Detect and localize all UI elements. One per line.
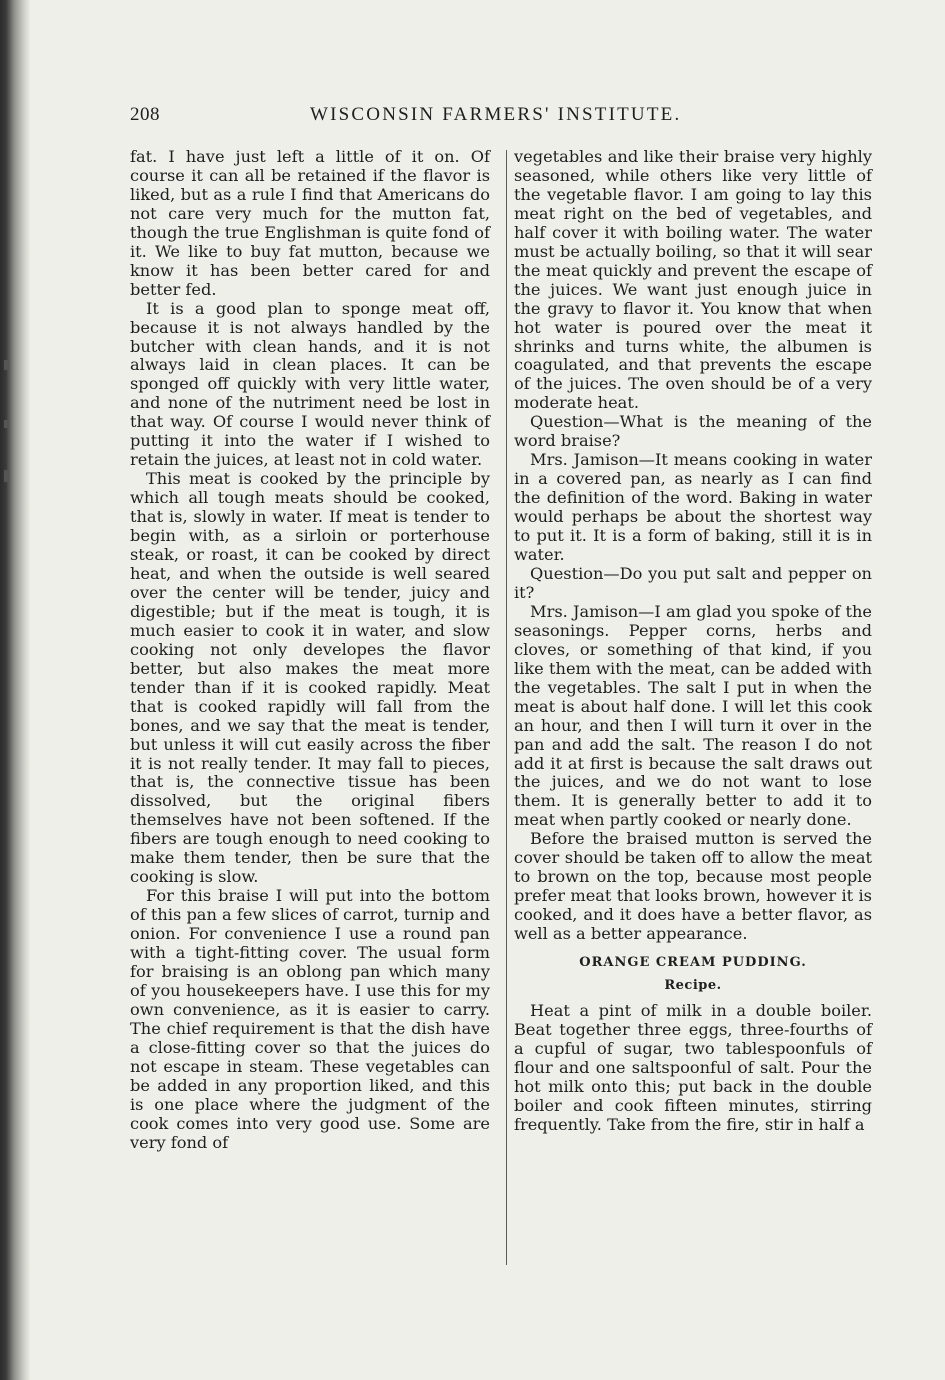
column-divider: [506, 150, 507, 1265]
recipe-subtitle: Recipe.: [664, 977, 722, 993]
running-title: WISCONSIN FARMERS' INSTITUTE.: [310, 104, 682, 125]
right-column: [514, 148, 872, 1135]
paragraph: For this braise I will put into the bottom of this pan a few slices of carrot, turnip and onion. For convenience I use a round pan with a tight-fitting cover. The usual form for braising is an oblong pan which many of you housekeepers have. I use this for my own convenience, as it is easier to carry. The chief requirement is that the dish have a close-fitting cover so that the juices do not escape in steam. These vegetables can be added in any proportion liked, and this is one place where the judgment of the cook comes into very good use. Some are very fond of: [130, 886, 490, 1152]
left-column: [130, 148, 490, 1153]
recipe-text: Heat a pint of milk in a double boiler. Beat together three eggs, three-fourths of a cupful of sugar, two tablespoonfuls of flour and one saltspoonful of salt. Pour the hot milk onto this; put back in the double boiler and cook fifteen minutes, stirring frequently. Take from the fire, stir in half a: [514, 1000, 872, 1134]
paragraph: This meat is cooked by the principle by which all tough meats should be cooked, that is, slowly in water. If meat is tender to begin with, as a sirloin or porterhouse steak, or roast, it can be cooked by direct heat, and when the outside is well seared over the center will be tender, juicy and digestible; but if the meat is tough, it is much easier to cook it in water, and slow cooking not only developes the flavor better, but also makes the meat more tender than if it is cooked rapidly. Meat that is cooked rapidly will fall from the bones, and we say that the meat is tender, but unless it will cut easily across the fiber it is not really tender. It may fall to pieces, that is, the connective tissue has been dissolved, but the original fibers themselves have not been softened. If the fibers are tough enough to need cooking to make them tender, then be sure that the cooking is slow.: [130, 469, 490, 887]
paragraph: It is a good plan to sponge meat off, because it is not always handled by the butcher with clean hands, and it is not always laid in clean places. It can be sponged off quickly with very little water, and none of the nutriment need be lost in that way. Of course I would never think of putting it into the water if I wished to retain the juices, at least not in cold water.: [130, 298, 490, 470]
edge-mark: [4, 420, 8, 428]
paragraph: Question—Do you put salt and pepper on it?: [514, 563, 872, 602]
recipe-title: ORANGE CREAM PUDDING.: [579, 955, 807, 971]
paragraph: Mrs. Jamison—I am glad you spoke of the seasonings. Pepper corns, herbs and cloves, or something of that kind, if you like them with the meat, can be added with the vegetables. The salt I put in when the meat is about half done. I will let this cook an hour, and then I will turn it over in the pan and add the salt. The reason I do not add it at first is because the salt draws out the juices, and we do not want to lose them. It is generally better to add it to meat when partly cooked or nearly done.: [514, 601, 872, 830]
page-number: 208: [130, 104, 160, 125]
paragraph: Question—What is the meaning of the word braise?: [514, 412, 872, 451]
book-binding-edge: [0, 0, 30, 1380]
paragraph: Mrs. Jamison—It means cooking in water in a covered pan, as nearly as I can find the definition of the word. Baking in water would perhaps be about the shortest way to put it. It is a form of baking, still it is in water.: [514, 450, 872, 565]
paragraph: Before the braised mutton is served the cover should be taken off to allow the meat to brown on the top, because most people prefer meat that looks brown, however it is cooked, and it does have a better flavor, as well as a better appearance.: [514, 829, 872, 944]
paragraph: vegetables and like their braise very highly seasoned, while others like very little of the vegetable flavor. I am going to lay this meat right on the bed of vegetables, and half cover it with boiling water. The water must be actually boiling, so that it will sear the meat quickly and prevent the escape of the juices. We want just enough juice in the gravy to flavor it. You know that when hot water is poured over the meat it shrinks and turns white, the albumen is coagulated, and that prevents the escape of the juices. The oven should be of a very moderate heat.: [514, 147, 872, 413]
edge-mark: [4, 470, 8, 482]
edge-mark: [4, 360, 8, 370]
book-page: [30, 0, 945, 1380]
paragraph: fat. I have just left a little of it on. Of course it can all be retained if the flavor is liked, but as a rule I find that Americans do not care very much for the mutton fat, though the true Englishman is quite fond of it. We like to buy fat mutton, because we know it has been better cared for and better fed.: [130, 147, 490, 299]
running-header: [130, 100, 900, 130]
